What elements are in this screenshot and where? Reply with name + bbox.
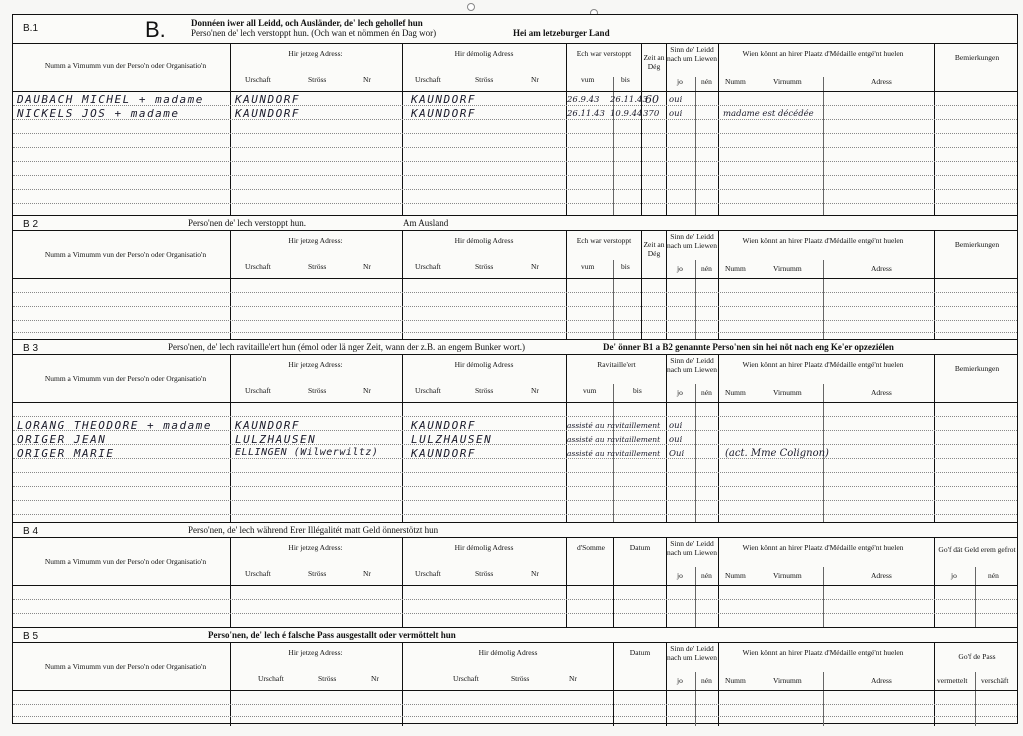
col-suffering-header: Sinn de' Leidd nach um Liewen <box>667 644 717 662</box>
punch-hole <box>467 3 475 11</box>
section-b1 <box>13 15 1017 215</box>
sub-adress: Adress <box>871 571 892 580</box>
col-current-header: Hir jetzeg Adress: <box>288 360 343 369</box>
entry-alive-yes: oui <box>669 109 683 119</box>
sub-yes: jo <box>677 388 683 397</box>
col-remarks-header: Bemierkungen <box>954 53 1000 62</box>
col-time-header: Zeit an Dég <box>643 53 665 71</box>
entry-name: LORANG THEODORE + madame <box>17 419 212 432</box>
entry-current: LULZHAUSEN <box>235 433 317 446</box>
sub-street: Ströss <box>475 262 494 271</box>
sub-issued: vermettelt <box>937 676 968 685</box>
sub-vimumm: Virnumm <box>773 77 802 86</box>
sub-nr: Nr <box>363 75 371 84</box>
entry-alive-yes: Oui <box>669 449 685 459</box>
sub-no: nén <box>701 571 712 580</box>
section-title: Perso'nen, de' lech ravitaille'ert hun (émol oder lä nger Zeit, wann der z.B. an engem Bunker wort.) <box>168 342 525 352</box>
col-ravit-header: Ravitaille'ert <box>597 360 636 369</box>
document-form <box>12 14 1018 724</box>
section-subtitle: Perso'nen de' lech verstoppt hun. (Och wan et nömmen én Dag wor) <box>191 28 437 38</box>
col-gave-header: Go'f dät Geld erem gefrot <box>938 545 1016 554</box>
entry-alive-yes: oui <box>669 421 683 431</box>
section-code: B 4 <box>23 526 39 537</box>
sub-to: bis <box>621 75 630 84</box>
sub-town: Urschaft <box>245 75 271 84</box>
sub-street: Ströss <box>308 386 327 395</box>
entry-former: LULZHAUSEN <box>411 433 493 446</box>
sub-nr: Nr <box>531 569 539 578</box>
entry-days: 60 <box>645 93 659 106</box>
entry-to: 26.11.43 <box>610 95 648 105</box>
sub-street: Ströss <box>475 569 494 578</box>
section-title: Donnéen iwer all Leidd, och Ausländer, de' lech gehollef hun <box>191 18 423 28</box>
col-name-header: Numm a Vimumm vun der Perso'n oder Organisatio'n <box>44 662 207 671</box>
section-code: B.1 <box>23 23 39 34</box>
sub-town: Urschaft <box>415 75 441 84</box>
entry-name: NICKELS JOS + madame <box>17 107 180 120</box>
sub-nr: Nr <box>531 75 539 84</box>
entry-name: ORIGER MARIE <box>17 447 115 460</box>
sub-numm: Numm <box>725 388 746 397</box>
section-title-b: De' önner B1 a B2 genannte Perso'nen sin hei nöt nach eng Ke'er opzeziélen <box>603 342 894 352</box>
sub-nr: Nr <box>363 386 371 395</box>
section-b5-header <box>13 628 1017 643</box>
col-amount-header: d'Somme <box>576 543 606 552</box>
sub-no: nén <box>701 676 712 685</box>
col-date-header: Datum <box>629 648 651 657</box>
col-hidden-header: Ech war verstoppt <box>576 49 632 58</box>
entry-current: KAUNDORF <box>235 419 300 432</box>
section-b2 <box>13 215 1017 339</box>
sub-no: nén <box>701 264 712 273</box>
entry-ravit: assisté au ravitaillement <box>567 435 661 444</box>
sub-to: bis <box>621 262 630 271</box>
section-b3 <box>13 339 1017 522</box>
entry-current: KAUNDORF <box>235 93 300 106</box>
section-title: Perso'nen, de' lech é falsche Pass ausgestallt oder vermöttelt hun <box>208 630 456 640</box>
section-title: Perso'nen de' lech verstoppt hun. <box>188 218 306 228</box>
col-medal-header: Wien könnt an hirer Plaatz d'Médaille entgé'nt huelen <box>742 543 904 552</box>
section-b2-header <box>13 216 1017 231</box>
entry-ravit: assisté au ravitaillement <box>567 449 661 458</box>
sub-yes: jo <box>677 77 683 86</box>
entry-days: 370 <box>643 109 660 119</box>
col-former-header: Hir démolig Adress <box>454 49 514 58</box>
section-title: Perso'nen, de' lech während Erer Illégalitét matt Geld önnerstötzt hun <box>188 525 439 535</box>
col-suffering-header: Sinn de' Leidd nach um Liewen <box>667 232 717 250</box>
col-medal-header: Wien könnt an hirer Plaatz d'Médaille entgé'nt huelen <box>742 236 904 245</box>
entry-from: 26.11.43 <box>567 109 605 119</box>
entry-current: KAUNDORF <box>235 107 300 120</box>
col-medal-header: Wien könnt an hirer Plaatz d'Médaille entgé'nt huelen <box>742 648 904 657</box>
sub-yes: jo <box>951 571 957 580</box>
sub-from: vum <box>581 75 595 84</box>
sub-town: Urschaft <box>415 569 441 578</box>
entry-former: KAUNDORF <box>411 107 476 120</box>
col-name-header: Numm a Vimumm vun der Perso'n oder Organisatio'n <box>44 250 207 259</box>
entry-alive-yes: oui <box>669 95 683 105</box>
sub-nr: Nr <box>531 386 539 395</box>
sub-nr: Nr <box>569 674 577 683</box>
entry-former: KAUNDORF <box>411 93 476 106</box>
col-name-header: Numm a Vimumm vun der Perso'n oder Organisatio'n <box>44 557 207 566</box>
col-suffering-header: Sinn de' Leidd nach um Liewen <box>667 356 717 374</box>
entry-former: KAUNDORF <box>411 419 476 432</box>
entry-name: ORIGER JEAN <box>17 433 107 446</box>
sub-from: vum <box>581 262 595 271</box>
col-pass-header: Go'f de Pass <box>958 652 996 661</box>
sub-town: Urschaft <box>245 386 271 395</box>
entry-from: 26.9.43 <box>567 95 600 105</box>
col-former-header: Hir démolig Adress <box>454 236 514 245</box>
entry-to: 10.9.44 <box>610 109 643 119</box>
sub-nr: Nr <box>363 262 371 271</box>
sub-street: Ströss <box>308 75 327 84</box>
section-code: B 3 <box>23 343 39 354</box>
col-former-header: Hir démolig Adress <box>478 648 538 657</box>
sub-town: Urschaft <box>245 569 271 578</box>
sub-no: nén <box>701 77 712 86</box>
entry-former: KAUNDORF <box>411 447 476 460</box>
sub-numm: Numm <box>725 264 746 273</box>
sub-no: nén <box>701 388 712 397</box>
col-current-header: Hir jetzeg Adress: <box>288 648 343 657</box>
sub-adress: Adress <box>871 676 892 685</box>
section-title-b: Am Ausland <box>403 218 449 228</box>
section-b4-header <box>13 523 1017 538</box>
entry-medal: (act. Mme Colignon) <box>725 448 829 459</box>
sub-town: Urschaft <box>415 386 441 395</box>
sub-street: Ströss <box>475 75 494 84</box>
col-hidden-header: Ech war verstoppt <box>576 236 632 245</box>
sub-nr: Nr <box>371 674 379 683</box>
entry-current: ELLINGEN (Wilwerwiltz) <box>235 447 379 458</box>
sub-nr: Nr <box>363 569 371 578</box>
sub-vimumm: Virnumm <box>773 388 802 397</box>
sub-vimumm: Virnumm <box>773 264 802 273</box>
entry-alive-yes: oui <box>669 435 683 445</box>
sub-town: Urschaft <box>415 262 441 271</box>
section-b4 <box>13 522 1017 627</box>
sub-yes: jo <box>677 264 683 273</box>
section-code: B 5 <box>23 631 39 642</box>
sub-town: Urschaft <box>258 674 284 683</box>
col-suffering-header: Sinn de' Leidd nach um Liewen <box>667 45 717 63</box>
sub-street: Ströss <box>308 569 327 578</box>
sub-adress: Adress <box>871 264 892 273</box>
col-name-header: Numm a Vimumm vun der Perso'n oder Organisatio'n <box>44 374 207 383</box>
col-current-header: Hir jetzeg Adress: <box>288 543 343 552</box>
sub-street: Ströss <box>511 674 530 683</box>
sub-street: Ströss <box>308 262 327 271</box>
sub-made: verschäft <box>981 676 1009 685</box>
entry-name: DAUBACH MICHEL + madame <box>17 93 204 106</box>
col-remarks-header: Bemierkungen <box>954 364 1000 373</box>
sub-yes: jo <box>677 571 683 580</box>
section-b3-header <box>13 340 1017 355</box>
sub-from: vum <box>583 386 597 395</box>
sub-street: Ströss <box>475 386 494 395</box>
col-medal-header: Wien könnt an hirer Plaatz d'Médaille entgé'nt huelen <box>742 360 904 369</box>
sub-town: Urschaft <box>453 674 479 683</box>
col-former-header: Hir démolig Adress <box>454 360 514 369</box>
col-medal-header: Wien könnt an hirer Plaatz d'Médaille entgé'nt huelen <box>742 49 904 58</box>
sub-vimumm: Virnumm <box>773 676 802 685</box>
col-time-header: Zeit an Dég <box>643 240 665 258</box>
sub-numm: Numm <box>725 676 746 685</box>
section-b5 <box>13 627 1017 725</box>
sub-numm: Numm <box>725 571 746 580</box>
sub-to: bis <box>633 386 642 395</box>
section-subtitle-b: Hei am letzeburger Land <box>513 28 610 38</box>
sub-no: nén <box>988 571 999 580</box>
col-date-header: Datum <box>629 543 651 552</box>
sub-town: Urschaft <box>245 262 271 271</box>
section-b1-header <box>13 15 1017 42</box>
sub-numm: Numm <box>725 77 746 86</box>
sub-adress: Adress <box>871 77 892 86</box>
section-big-letter: B. <box>145 17 166 42</box>
col-current-header: Hir jetzeg Adress: <box>288 236 343 245</box>
sub-vimumm: Virnumm <box>773 571 802 580</box>
sub-nr: Nr <box>531 262 539 271</box>
entry-medal: madame est décédée <box>723 109 814 119</box>
sub-adress: Adress <box>871 388 892 397</box>
sub-street: Ströss <box>318 674 337 683</box>
col-name-header: Numm a Vimumm vun der Perso'n oder Organisatio'n <box>44 61 207 70</box>
col-remarks-header: Bemierkungen <box>954 240 1000 249</box>
col-suffering-header: Sinn de' Leidd nach um Liewen <box>667 539 717 557</box>
col-former-header: Hir démolig Adress <box>454 543 514 552</box>
col-current-header: Hir jetzeg Adress: <box>288 49 343 58</box>
section-code: B 2 <box>23 219 39 230</box>
sub-yes: jo <box>677 676 683 685</box>
entry-ravit: assisté au ravitaillement <box>567 421 661 430</box>
